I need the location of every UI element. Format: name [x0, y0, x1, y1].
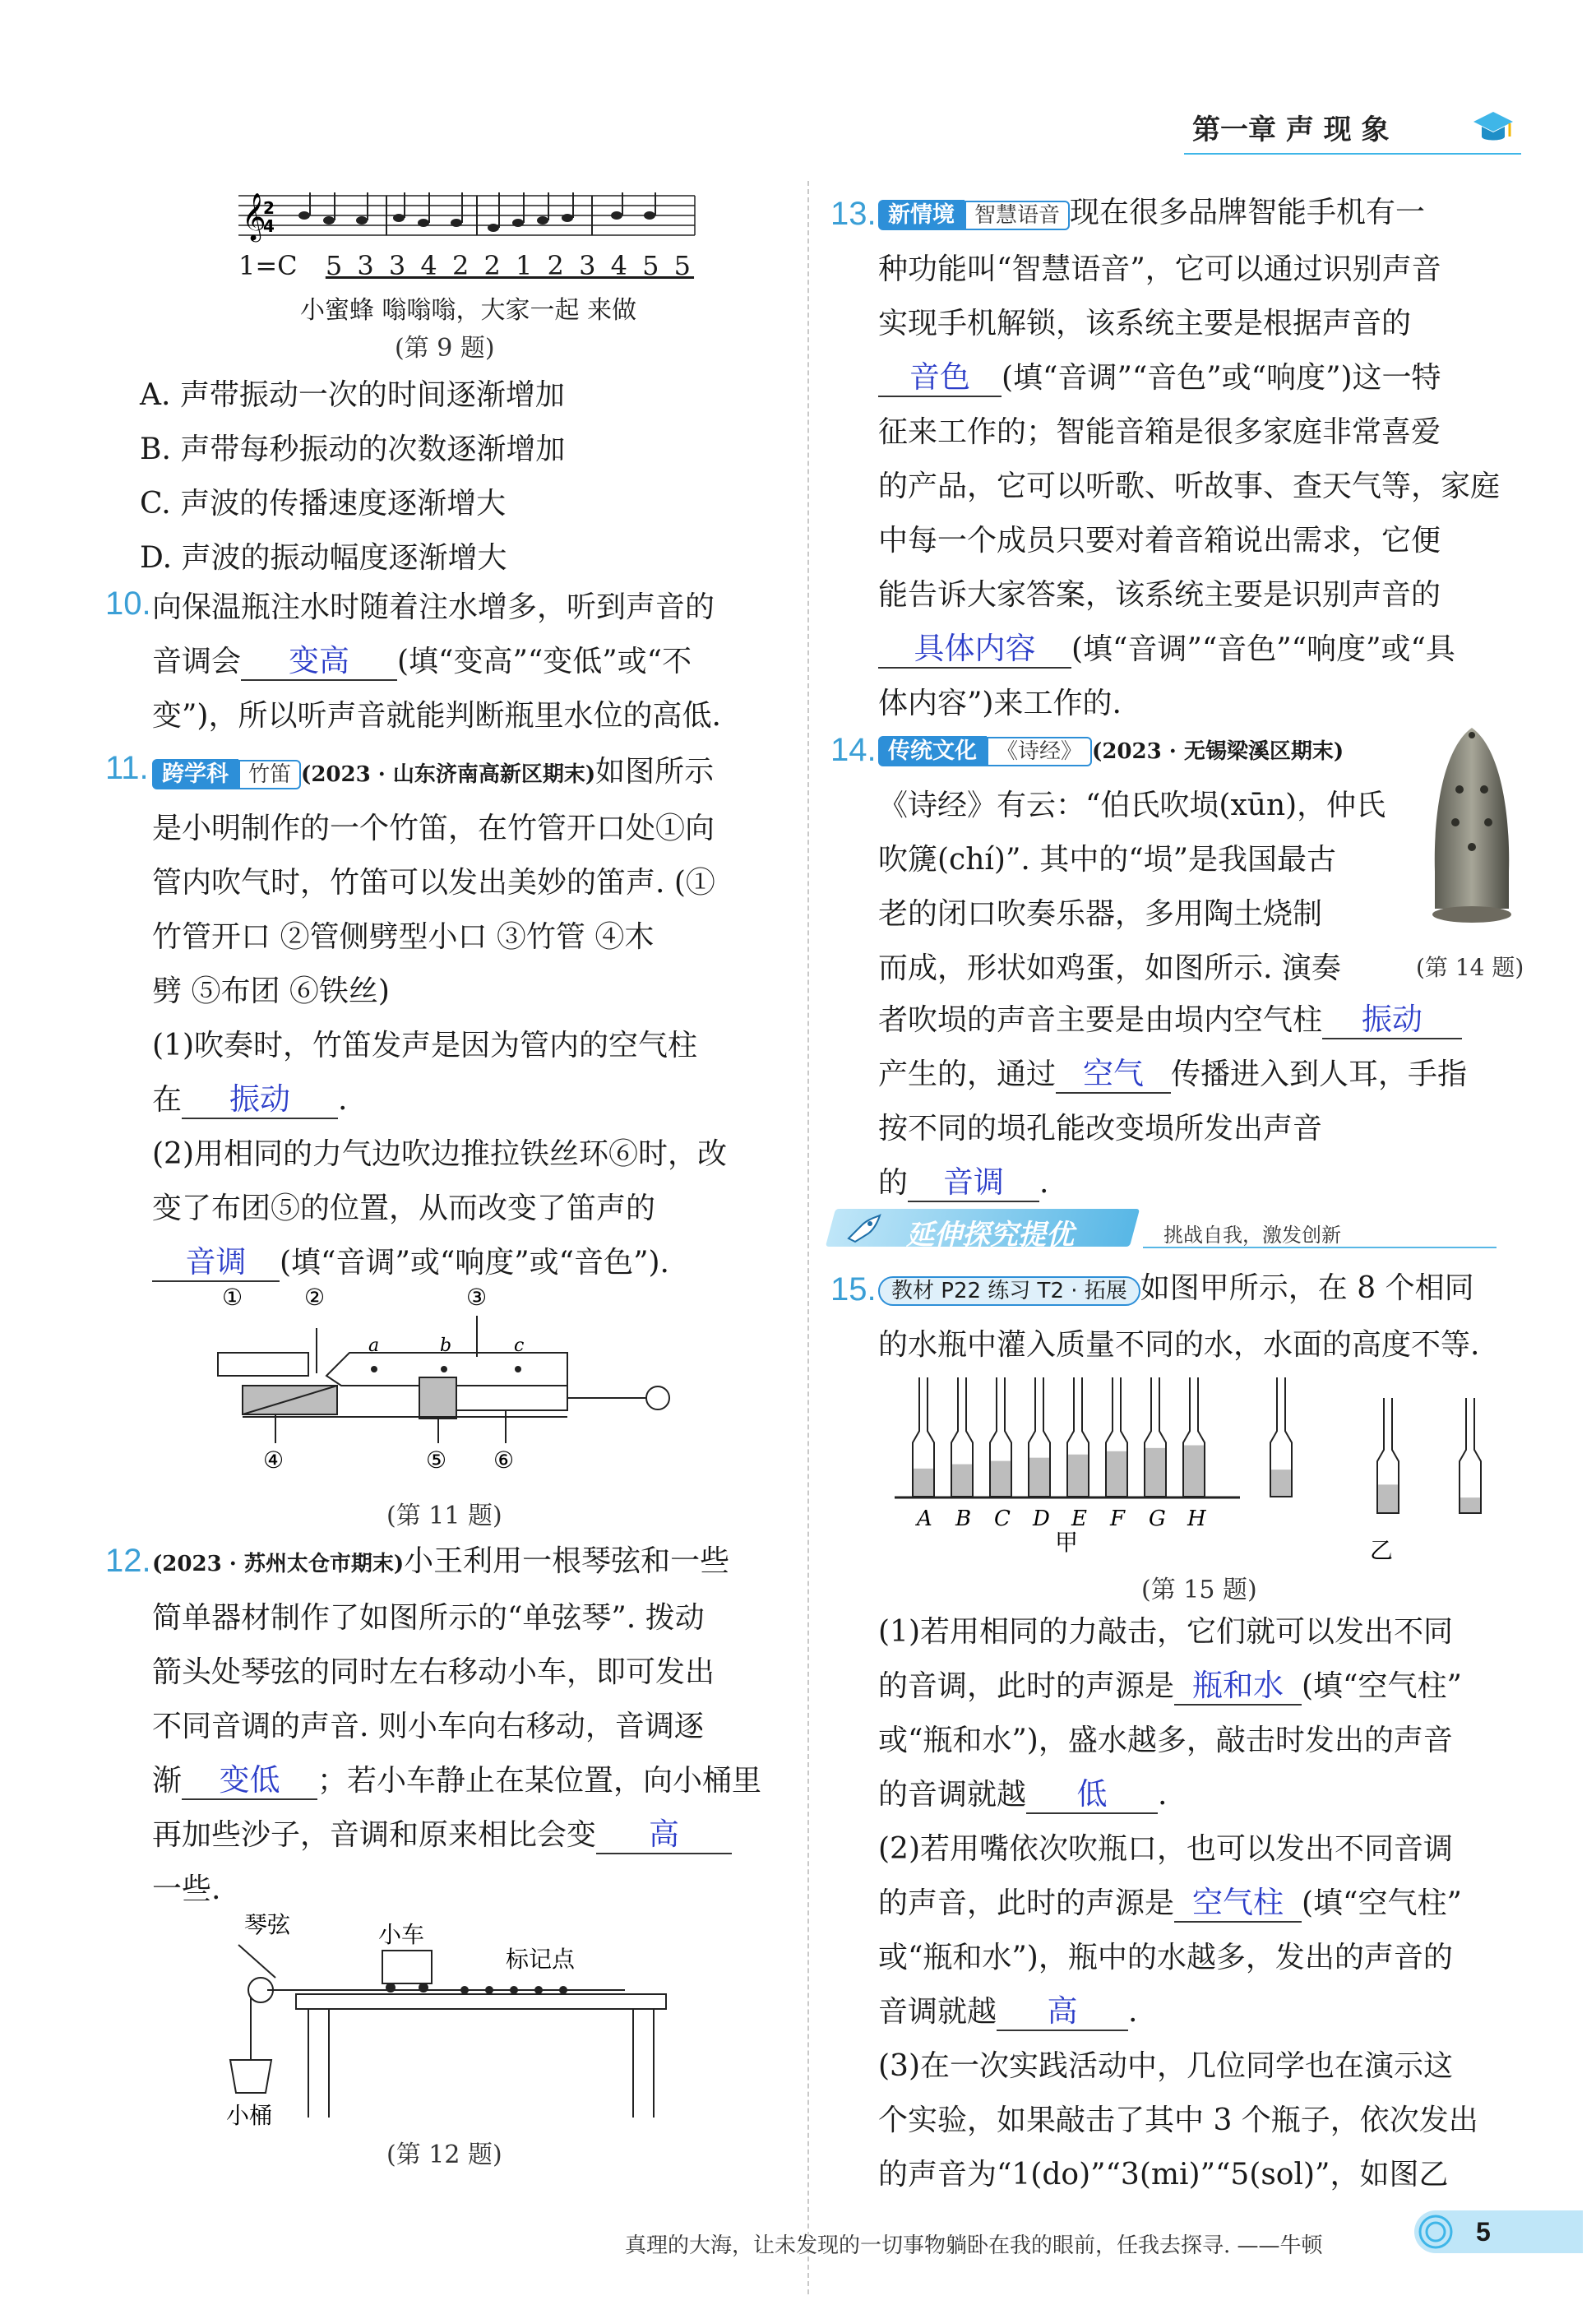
footer-quote: 真理的大海，让未发现的一切事物躺卧在我的眼前，任我去探寻. ——牛顿	[625, 2233, 1323, 2258]
bottle-label: A	[917, 1507, 932, 1531]
label-2: ②	[304, 1284, 326, 1311]
option-a[interactable]: A. 声带振动一次的时间逐渐增加	[140, 378, 565, 412]
q11-body: 跨学科 竹笛 (2023 · 山东济南高新区期末)如图所示 是小明制作的一个竹笛，在竹管开口处①向 管内吹气时，竹笛可以发出美妙的笛声. (① 竹管开口 ②管侧劈型小口 ③竹管 ④木 劈 ⑤布团 ⑥铁丝) (1)吹奏时，竹笛发声是因为管内的空气柱 在 振动 . (2)用相同的力气边吹边推拉铁丝环⑥时，改 变了布团⑤的位置，从而改变了笛声的 音调 (填“音调”或“响度”或“音色”).	[152, 745, 793, 1290]
q15-answer-2[interactable]: 低	[1026, 1776, 1158, 1814]
q9-notation: 1=C 5 3 3 4 2 2 1 2 3 4 5 5	[238, 250, 695, 281]
q10-number: 10.	[105, 586, 151, 622]
xun-instrument-image	[1427, 724, 1517, 925]
bottle-b	[951, 1377, 973, 1497]
q14-body: 传统文化 《诗经》 (2023 · 无锡梁溪区期末) 《诗经》有云：“伯氏吹埙(xūn)，仲氏 吹篪(chí)”. 其中的“埙”是我国最古 老的闭口吹奏乐器，多用陶土烧制 而成，形状如鸡蛋，如图所示. 演奏	[878, 722, 1404, 996]
option-b[interactable]: B. 声带每秒振动的次数逐渐增加	[140, 433, 566, 466]
q10-answer[interactable]: 变高	[241, 643, 397, 681]
q15-head: 教材 P22 练习 T2 · 拓展 如图甲所示，在 8 个相同 的水瓶中灌入质量不同的水，水面的高度不等.	[878, 1271, 1480, 1362]
section-banner	[830, 1209, 1513, 1252]
q15-caption: (第 15 题)	[1141, 1576, 1257, 1604]
bottle-label: D	[1033, 1507, 1050, 1531]
bottle-label: H	[1187, 1507, 1206, 1531]
q13-number: 13.	[830, 196, 877, 232]
label-a: a	[368, 1335, 380, 1356]
q9-options	[140, 368, 781, 586]
chapter-header	[1192, 107, 1390, 147]
q11-number: 11.	[105, 750, 149, 786]
section-subtitle: 挑战自我，激发创新	[1163, 1224, 1341, 1247]
q14-caption: (第 14 题)	[1416, 954, 1524, 981]
bottle-label: B	[955, 1507, 972, 1531]
q13-body: 新情境 智慧语音 现在很多品牌智能手机有一 种功能叫“智慧语音”，它可以通过识别声音 实现手机解锁，该系统主要是根据声音的 音色 (填“音调”“音色”或“响度”)这一特 征来工作的；智能音箱是很多家庭非常喜爱 的产品，它可以听歌、听故事、查天气等，家庭 中每一个成员只要对着音箱说出需求，它便 能告诉大家答案，该系统主要是识别声音的 具体内容 (填“音调”“音色”“响度”或“具 体内容”)来工作的.	[878, 196, 1501, 720]
q14-number: 14.	[830, 732, 877, 768]
bottle-yi-1	[1270, 1377, 1292, 1497]
q14-answer-1[interactable]: 振动	[1322, 1002, 1462, 1039]
q15-body: (1)若用相同的力敲击，它们就可以发出不同 的音调，此时的声源是 瓶和水 (填“空气柱” 或“瓶和水”)，盛水越多，敲击时发出的声音 的音调就越 低 . (2)若用嘴依次吹瓶口，也可以发出不同音调 的声音，此时的声源是 空气柱 (填“空气柱” 或“瓶和水”)，瓶中的水越多，发出的声音的 音调就越 高 . (3)在一次实践活动中，几位同学也在演示这 个实验，如果敲击了其中 3 个瓶子，依次发出 的声音为“1(do)”“3(mi)”“5(sol)”，如图乙	[878, 1615, 1478, 2192]
bottle-e	[1067, 1377, 1089, 1497]
q11-flute-diagram	[210, 1279, 687, 1484]
spiral-icon	[1418, 2214, 1454, 2250]
label-5: ⑤	[426, 1446, 447, 1474]
q9-music-staff	[238, 187, 699, 245]
section-title: 延伸探究提优	[906, 1219, 1074, 1252]
q13-answer-2[interactable]: 具体内容	[878, 631, 1071, 669]
q11-caption: (第 11 题)	[386, 1502, 502, 1530]
label-1: ①	[222, 1284, 243, 1311]
rocket-icon	[845, 1214, 881, 1243]
label-yi: 乙	[1370, 1537, 1394, 1564]
q9-caption: (第 9 题)	[395, 334, 495, 363]
q15-answer-3[interactable]: 空气柱	[1174, 1885, 1302, 1923]
bottle-f	[1106, 1377, 1127, 1497]
q15-answer-1[interactable]: 瓶和水	[1174, 1668, 1302, 1706]
q15-bottles-diagram	[895, 1369, 1528, 1571]
q12-answer-2[interactable]: 高	[596, 1817, 732, 1854]
chapter-title: 第一章 声 现 象	[1192, 113, 1390, 146]
bottle-yi-2	[1377, 1398, 1399, 1513]
svg-text:𝄞: 𝄞	[242, 192, 266, 240]
svg-text:2: 2	[263, 198, 275, 218]
page-number: 5	[1476, 2217, 1491, 2247]
svg-text:4: 4	[263, 216, 275, 236]
q15-number: 15.	[830, 1271, 877, 1308]
q12-body: (2023 · 苏州太仓市期末)小王利用一根琴弦和一些 简单器材制作了如图所示的“单弦琴”. 拨动 箭头处琴弦的同时左右移动小车，即可发出 不同音调的声音. 则小车向右移动，音调逐 渐 变低 ；若小车静止在某位置，向小桶里 再加些沙子，音调和原来相比会变 高 一些.	[152, 1544, 762, 1906]
q13-answer-1[interactable]: 音色	[878, 359, 1002, 397]
bottle-label: G	[1149, 1507, 1166, 1531]
label-bucket: 小桶	[226, 2102, 273, 2129]
bottle-label: F	[1110, 1507, 1126, 1531]
q14-body-cont: 者吹埙的声音主要是由埙内空气柱 振动 产生的，通过 空气 传播进入到人耳，手指 按不同的埙孔能改变埙所发出声音 的 音调 .	[878, 993, 1520, 1210]
q12-monochord-diagram	[218, 1908, 678, 2130]
q12-answer-1[interactable]: 变低	[182, 1762, 317, 1800]
column-divider	[807, 181, 809, 2294]
label-cart: 小车	[378, 1921, 425, 1948]
q14-answer-3[interactable]: 音调	[908, 1164, 1039, 1202]
q10-body: 向保温瓶注水时随着注水增多，听到声音的 音调会 变高 (填“变高”“变低”或“不 变”)，所以听声音就能判断瓶里水位的高低.	[152, 590, 721, 733]
label-b: b	[440, 1335, 452, 1356]
q9-lyrics: 小蜜蜂 嗡嗡嗡，大家一起 来做	[300, 296, 637, 325]
header-rule	[1184, 153, 1521, 155]
option-c[interactable]: C. 声波的传播速度逐渐增大	[140, 487, 507, 521]
q15-answer-4[interactable]: 高	[997, 1993, 1128, 2031]
label-6: ⑥	[493, 1446, 515, 1474]
bottle-g	[1145, 1377, 1166, 1497]
bottle-a	[913, 1377, 934, 1497]
page-number-badge	[1414, 2210, 1583, 2253]
bottle-label: C	[994, 1507, 1011, 1531]
label-3: ③	[466, 1284, 488, 1311]
q12-number: 12.	[105, 1543, 151, 1579]
q11-answer-1[interactable]: 振动	[182, 1081, 338, 1119]
bottle-d	[1029, 1377, 1050, 1497]
label-4: ④	[263, 1446, 285, 1474]
graduation-cap-icon	[1472, 109, 1515, 150]
label-c: c	[514, 1335, 525, 1356]
q14-answer-2[interactable]: 空气	[1056, 1056, 1171, 1094]
bottle-yi-3	[1460, 1398, 1481, 1513]
q12-caption: (第 12 题)	[386, 2141, 502, 2169]
label-marks: 标记点	[506, 1946, 576, 1973]
bottle-h	[1183, 1377, 1205, 1497]
bottle-label: E	[1071, 1507, 1087, 1531]
label-jia: 甲	[1055, 1529, 1079, 1556]
q11-answer-2[interactable]: 音调	[152, 1244, 280, 1282]
label-string: 琴弦	[244, 1911, 291, 1938]
bottle-c	[990, 1377, 1011, 1497]
option-d[interactable]: D. 声波的振动幅度逐渐增大	[140, 541, 507, 575]
